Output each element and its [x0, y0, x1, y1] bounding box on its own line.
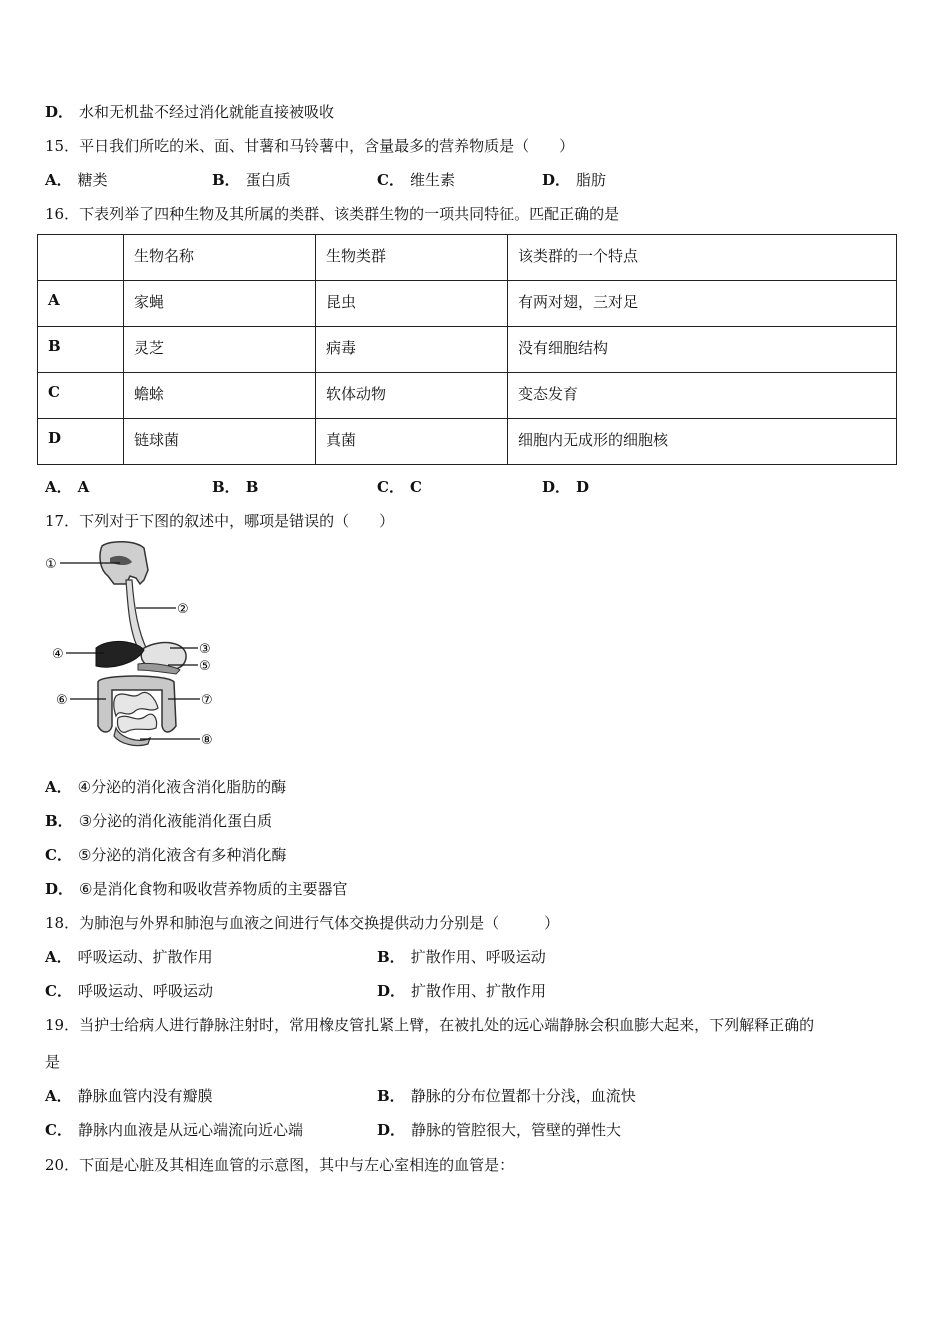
diagram-label-4: ④ — [52, 647, 64, 662]
option-text: 静脉内血液是从远心端流向近心端 — [77, 1121, 303, 1139]
q19-stem-line1: 19．当护士给病人进行静脉注射时，常用橡皮管扎紧上臂，在被扎处的远心端静脉会积血膨大起来，下列解释正确的 — [45, 1016, 815, 1034]
q15-option-d — [542, 170, 606, 190]
q15-option-a — [45, 170, 108, 190]
diagram-label-2: ② — [177, 602, 189, 617]
option-letter: C． — [45, 846, 72, 864]
option-letter: B． — [45, 812, 73, 830]
liver — [96, 641, 144, 667]
q16-option-d — [542, 477, 595, 497]
table-cell: C — [38, 373, 124, 419]
q20-stem: 20．下面是心脏及其相连血管的示意图，其中与左心室相连的血管是： — [45, 1156, 515, 1174]
table-cell: A — [38, 281, 124, 327]
option-letter: B． — [212, 478, 240, 496]
option-text: ④分泌的消化液含消化脂肪的酶 — [77, 778, 287, 796]
diagram-label-7: ⑦ — [201, 693, 213, 708]
q17-option-b — [45, 811, 272, 831]
q15-option-c — [377, 170, 455, 190]
table-cell: 蟾蜍 — [124, 373, 316, 419]
q19-stem-line2: 是 — [45, 1053, 61, 1071]
option-text: 扩散作用、扩散作用 — [411, 982, 547, 1000]
q19-option-d — [377, 1120, 621, 1140]
option-text: C — [409, 478, 422, 496]
q16-option-b — [212, 477, 264, 497]
table-row — [38, 281, 897, 327]
diagram-label-3: ③ — [199, 642, 211, 657]
option-text: 维生素 — [409, 171, 455, 189]
table-row — [38, 419, 897, 465]
option-letter: C． — [377, 478, 404, 496]
option-text: 呼吸运动、呼吸运动 — [77, 982, 213, 1000]
diagram-label-5: ⑤ — [199, 659, 211, 674]
table-cell: 没有细胞结构 — [508, 327, 897, 373]
table-cell: 病毒 — [316, 327, 508, 373]
rectum — [114, 728, 150, 746]
table-header-cell: 生物类群 — [316, 235, 508, 281]
diagram-label-1: ① — [45, 557, 57, 572]
option-letter: D． — [542, 478, 571, 496]
table-row — [38, 373, 897, 419]
table-header-cell: 生物名称 — [124, 235, 316, 281]
option-letter: A． — [45, 478, 72, 496]
q14-option-d — [45, 102, 334, 122]
esophagus — [126, 580, 148, 652]
option-text: ③分泌的消化液能消化蛋白质 — [78, 812, 273, 830]
option-letter: D． — [45, 103, 74, 121]
table-cell: 链球菌 — [124, 419, 316, 465]
q17-option-a — [45, 777, 286, 797]
option-text: A — [77, 478, 90, 496]
option-letter: A． — [45, 171, 72, 189]
option-letter: A． — [45, 778, 72, 796]
table-cell: 软体动物 — [316, 373, 508, 419]
organism-table — [37, 234, 897, 465]
diagram-label-6: ⑥ — [56, 693, 68, 708]
table-header-cell — [38, 235, 124, 281]
digestive-system-illustration — [40, 540, 230, 750]
option-letter: B． — [377, 1087, 405, 1105]
option-letter: D． — [377, 1121, 406, 1139]
table-header-cell: 该类群的一个特点 — [508, 235, 897, 281]
option-letter: D． — [45, 880, 74, 898]
option-text: 静脉血管内没有瓣膜 — [77, 1087, 213, 1105]
option-text: B — [245, 478, 259, 496]
table-cell: 家蝇 — [124, 281, 316, 327]
option-text: ⑥是消化食物和吸收营养物质的主要器官 — [79, 880, 348, 898]
option-letter: A． — [45, 948, 72, 966]
option-letter: C． — [377, 171, 404, 189]
option-text: 呼吸运动、扩散作用 — [77, 948, 213, 966]
q19-option-b — [377, 1086, 636, 1106]
q18-option-d — [377, 981, 546, 1001]
q17-stem: 17．下列对于下图的叙述中，哪项是错误的（ ） — [45, 512, 395, 530]
option-letter: D． — [542, 171, 571, 189]
option-letter: D． — [377, 982, 406, 1000]
option-letter: B． — [377, 948, 405, 966]
option-letter: B． — [212, 171, 240, 189]
small-intestine-lower — [117, 714, 156, 732]
option-text: 扩散作用、呼吸运动 — [410, 948, 546, 966]
digestive-system-diagram — [40, 540, 230, 750]
q19-option-a — [45, 1086, 213, 1106]
table-cell: D — [38, 419, 124, 465]
option-text: D — [576, 478, 590, 496]
option-text: 水和无机盐不经过消化就能直接被吸收 — [79, 103, 335, 121]
q19-option-c — [45, 1120, 303, 1140]
table-cell: 细胞内无成形的细胞核 — [508, 419, 897, 465]
option-text: 蛋白质 — [245, 171, 291, 189]
q15-option-b — [212, 170, 291, 190]
q18-stem: 18．为肺泡与外界和肺泡与血液之间进行气体交换提供动力分别是（ ） — [45, 914, 560, 932]
option-text: ⑤分泌的消化液含有多种消化酶 — [77, 846, 287, 864]
table-cell: 变态发育 — [508, 373, 897, 419]
option-letter: A． — [45, 1087, 72, 1105]
q16-option-c — [377, 477, 428, 497]
option-letter: C． — [45, 982, 72, 1000]
q18-option-a — [45, 947, 213, 967]
option-text: 静脉的管腔很大，管壁的弹性大 — [411, 1121, 622, 1139]
option-letter: C． — [45, 1121, 72, 1139]
option-text: 脂肪 — [576, 171, 607, 189]
option-text: 糖类 — [77, 171, 108, 189]
table-cell: 真菌 — [316, 419, 508, 465]
q17-option-c — [45, 845, 286, 865]
q17-option-d — [45, 879, 347, 899]
q18-option-b — [377, 947, 546, 967]
q15-stem: 15．平日我们所吃的米、面、甘薯和马铃薯中，含量最多的营养物质是（ ） — [45, 137, 575, 155]
q16-option-a — [45, 477, 95, 497]
table-row — [38, 327, 897, 373]
table-header-row — [38, 235, 897, 281]
table-cell: 昆虫 — [316, 281, 508, 327]
table-cell: 灵芝 — [124, 327, 316, 373]
table-cell: B — [38, 327, 124, 373]
diagram-label-8: ⑧ — [201, 733, 213, 748]
table-cell: 有两对翅，三对足 — [508, 281, 897, 327]
q16-stem: 16．下表列举了四种生物及其所属的类群、该类群生物的一项共同特征。匹配正确的是 — [45, 205, 620, 223]
option-text: 静脉的分布位置都十分浅，血流快 — [410, 1087, 636, 1105]
q18-option-c — [45, 981, 213, 1001]
small-intestine — [114, 692, 158, 716]
